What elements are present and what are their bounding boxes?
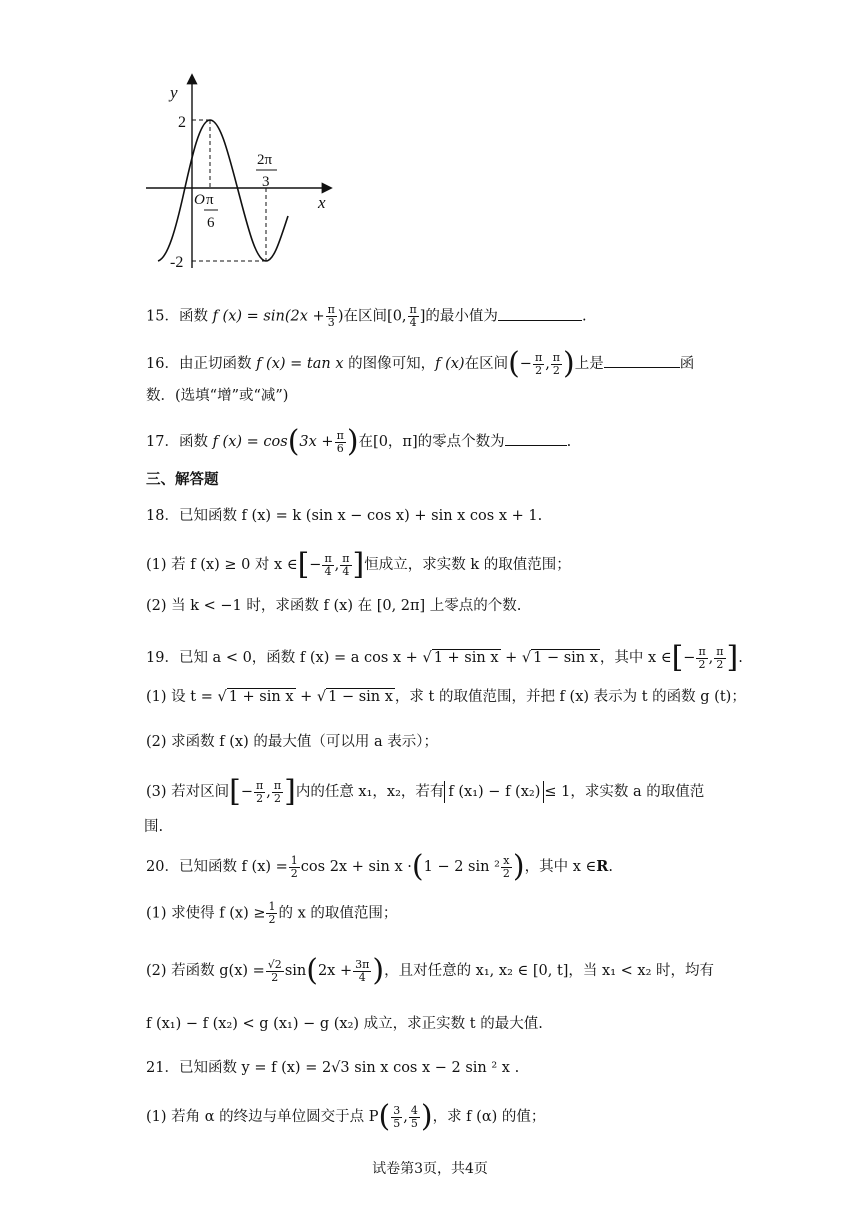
q15-answer-blank[interactable] <box>498 306 582 321</box>
question-20: 20．已知函数 f (x) = $\frac{1}{2}$ cos 2x + sin x ·(1 − 2 sin ² $\frac{x}{2}$ )，其中 x ∈R. <box>146 849 613 884</box>
question-16: 16．由正切函数 f (x) = tan x 的图像可知，f (x)在区间(− $\frac{\pi}{2}$ , $\frac{\pi}{2}$ )上是 函 <box>146 346 695 381</box>
x-tick-1-num: π <box>206 192 214 208</box>
q15-int-frac: $\frac{\pi}{4}$ <box>409 303 417 329</box>
question-15: 15．函数 f (x) = sin(2x + $\frac{\pi}{3}$ )在区间[0, $\frac{\pi}{4}$ ]的最小值为 . <box>146 303 587 329</box>
question-19-part-3-cont: 围. <box>144 819 164 835</box>
question-21: 21．已知函数 y = f (x) = 2√3 sin x cos x − 2 sin ² x . <box>146 1060 520 1076</box>
question-16-line-2: 数．(选填“增”或“减”) <box>146 388 289 404</box>
question-18-part-1: (1) 若 f (x) ≥ 0 对 x ∈[− $\frac{\pi}{4}$ , $\frac{\pi}{4}$ ]恒成立，求实数 k 的取值范围； <box>146 547 571 582</box>
question-20-part-1: (1) 求使得 f (x) ≥ $\frac{1}{2}$ 的 x 的取值范围； <box>146 900 398 926</box>
q16-answer-blank[interactable] <box>604 353 680 368</box>
x-axis-label: x <box>318 193 326 212</box>
question-17: 17．函数 f (x) = cos(3x + $\frac{\pi}{6}$ )在[0，π]的零点个数为 . <box>146 424 572 459</box>
x-tick-1-den: 6 <box>207 215 215 231</box>
q16-func: f (x) = tan x <box>256 356 344 372</box>
question-20-part-2-cont: f (x₁) − f (x₂) < g (x₁) − g (x₂) 成立，求正实数 t 的最大值. <box>146 1016 543 1032</box>
sine-graph <box>140 72 340 272</box>
question-19-part-3: (3) 若对区间[− $\frac{\pi}{2}$ , $\frac{\pi}{2}$ ]内的任意 x₁，x₂，若有 f (x₁) − f (x₂) ≤ 1，求实数 a 的取值范 <box>146 774 705 809</box>
y-max-tick: 2 <box>178 114 186 131</box>
section-title: 三、解答题 <box>146 471 219 488</box>
sine-curve <box>158 120 288 261</box>
q15-frac: $\frac{\pi}{3}$ <box>327 303 335 329</box>
q17-answer-blank[interactable] <box>505 431 567 446</box>
y-min-tick: -2 <box>170 254 184 271</box>
question-19-part-1: (1) 设 t = √ 1 + sin x + √ 1 − sin x ，求 t 的取值范围，并把 f (x) 表示为 t 的函数 g (t)； <box>146 689 746 705</box>
question-18: 18．已知函数 f (x) = k (sin x − cos x) + sin x cos x + 1. <box>146 508 543 524</box>
q15-text-end: ]的最小值为 <box>419 308 498 325</box>
question-21-part-1: (1) 若角 α 的终边与单位圆交于点 P( $\frac{3}{5}$ , $\frac{4}{5}$ )，求 f (α) 的值； <box>146 1099 546 1134</box>
q15-number: 15． <box>146 308 179 325</box>
x-tick-2-den: 3 <box>262 174 270 190</box>
page-footer: 试卷第3页，共4页 <box>372 1161 488 1177</box>
question-20-part-2: (2) 若函数 g(x) = $\frac{√2}{2}$ sin(2x + $\frac{3\pi}{4}$ )，且对任意的 x₁, x₂ ∈ [0, t]，当 x₁ < x₂ 时，均有 <box>146 953 714 988</box>
question-18-part-2: (2) 当 k < −1 时，求函数 f (x) 在 [0, 2π] 上零点的个数. <box>146 598 522 614</box>
x-tick-2-num: 2π <box>257 152 273 168</box>
q15-text: 函数 <box>178 308 208 325</box>
q15-func: f (x) = sin(2x + <box>212 308 325 325</box>
question-19-part-2: (2) 求函数 f (x) 的最大值（可以用 a 表示）； <box>146 734 438 750</box>
origin-label: O <box>194 192 205 208</box>
y-axis-label: y <box>170 83 178 102</box>
question-19: 19．已知 a < 0，函数 f (x) = a cos x + √ 1 + sin x + √ 1 − sin x ，其中 x ∈[− $\frac{\pi}{2}$ , $\frac{\pi}{2}$ ]. <box>146 640 743 675</box>
q15-interval: )在区间[0, <box>337 308 407 325</box>
